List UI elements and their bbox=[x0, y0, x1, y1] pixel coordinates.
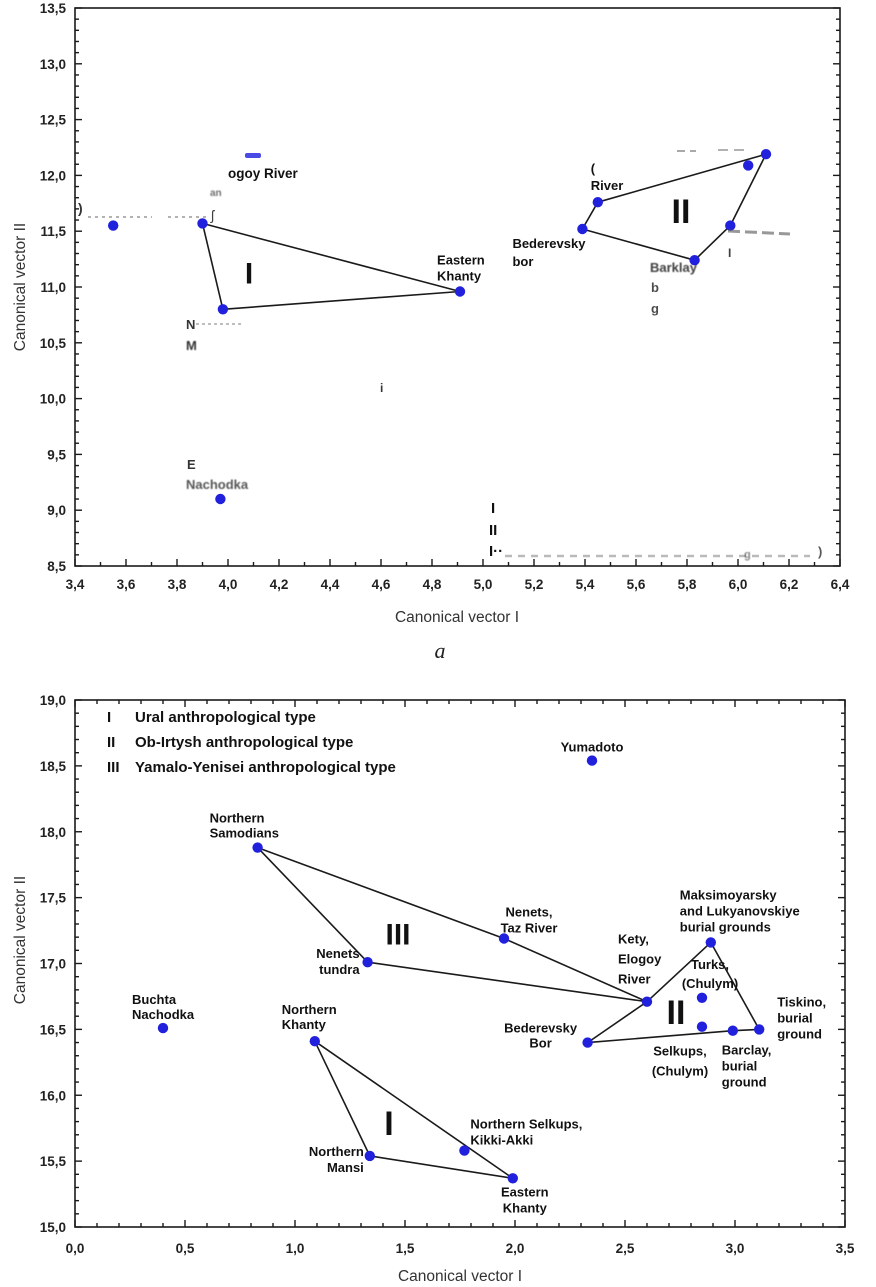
y-tick-label: 13,5 bbox=[39, 1, 66, 16]
cluster-outline-I bbox=[203, 223, 461, 309]
erased-text-fragment-12: Nachodka bbox=[186, 477, 249, 492]
erased-text-fragment-13: I bbox=[491, 500, 496, 517]
point-northern-mansi-erased bbox=[218, 304, 228, 314]
erased-text-fragment-2: ʃ bbox=[211, 207, 215, 223]
point-label-northern-selkups-kikki-akki: Kikki-Akki bbox=[470, 1132, 534, 1148]
erased-text-fragment-11: E bbox=[187, 457, 196, 472]
point-tiskino-burial-ground bbox=[754, 1024, 764, 1034]
erased-text-fragment-14: II bbox=[489, 522, 498, 539]
erased-text-fragment-0: ogoy River bbox=[228, 166, 298, 181]
y-tick-label: 11,0 bbox=[40, 280, 66, 295]
point-turks-chulym bbox=[697, 993, 707, 1003]
x-tick-label: 6,2 bbox=[779, 577, 799, 592]
chart-b bbox=[12, 693, 855, 1285]
point-upper-right-inner bbox=[743, 160, 753, 170]
erased-text-fragment-6: g bbox=[651, 301, 659, 316]
x-tick-label: 4,8 bbox=[422, 577, 442, 592]
erased-text-fragment-8: i bbox=[380, 381, 384, 395]
point-label-northern-samodians: Samodians bbox=[209, 825, 279, 841]
x-tick-label: 4,0 bbox=[218, 577, 238, 592]
erased-text-fragment-9: N bbox=[186, 317, 196, 332]
x-tick-label: 5,6 bbox=[626, 577, 646, 592]
point-label-tiskino-burial-ground: Tiskino, bbox=[777, 994, 827, 1010]
x-tick-label: 6,4 bbox=[830, 577, 850, 592]
point-river-partial-label bbox=[593, 197, 603, 207]
point-label-bederevsky-bor: Bederevsky bbox=[512, 235, 586, 251]
y-tick-label: 15,0 bbox=[39, 1220, 66, 1235]
x-tick-label: 4,6 bbox=[371, 577, 391, 592]
y-tick-label: 9,5 bbox=[47, 447, 66, 463]
point-kety-elogoy-river bbox=[642, 997, 652, 1007]
point-label-kety-elogoy-river: Kety, bbox=[618, 931, 649, 947]
point-label-river-partial-label: ( bbox=[590, 161, 596, 177]
x-tick-label: 3,6 bbox=[116, 577, 136, 592]
x-tick-label: 3,0 bbox=[725, 1241, 745, 1256]
erased-text-fragment-4: Barklay bbox=[650, 260, 697, 275]
region-numeral-I: I bbox=[244, 257, 254, 291]
subfigure-caption-a: a bbox=[434, 638, 446, 663]
x-axis-title: Canonical vector I bbox=[394, 609, 520, 626]
point-label-northern-khanty: Khanty bbox=[281, 1017, 326, 1033]
legend bbox=[107, 709, 396, 776]
point-label-bederevsky-bor: Bor bbox=[529, 1035, 552, 1051]
point-label-maksimoyarsky-lukyanovskiye: and Lukyanovskiye bbox=[679, 903, 800, 919]
point-label-tiskino-burial-ground: ground bbox=[777, 1026, 822, 1042]
y-tick-label: 12,5 bbox=[39, 112, 66, 128]
point-label-bederevsky-bor: Bederevsky bbox=[504, 1020, 578, 1036]
x-tick-label: 3,4 bbox=[65, 577, 85, 592]
point-yumadoto bbox=[587, 755, 597, 765]
y-tick-label: 15,5 bbox=[39, 1154, 66, 1170]
legend-label-I: Ural anthropological type bbox=[135, 709, 316, 726]
point-label-northern-mansi: Northern bbox=[308, 1143, 364, 1159]
point-selkups-chulym bbox=[697, 1021, 707, 1031]
y-tick-label: 18,0 bbox=[39, 824, 66, 840]
erased-text-fragment-7: I bbox=[728, 246, 732, 260]
point-barclay-burial-ground bbox=[728, 1026, 738, 1036]
y-tick-label: 17,0 bbox=[39, 956, 66, 972]
x-tick-label: 5,4 bbox=[575, 577, 595, 592]
point-upper-right-vertex bbox=[761, 149, 771, 159]
y-tick-label: 8,5 bbox=[47, 559, 66, 574]
point-label-nenets-tundra: Nenets bbox=[316, 946, 360, 962]
point-label-nenets-taz-river: Nenets, bbox=[505, 904, 553, 920]
erased-text-fragment-3: an bbox=[210, 188, 222, 199]
point-label-kety-elogoy-river: Elogoy bbox=[618, 951, 662, 967]
erased-smudge-line-6 bbox=[728, 231, 790, 234]
y-tick-label: 16,5 bbox=[39, 1022, 66, 1038]
x-tick-label: 1,5 bbox=[395, 1241, 415, 1256]
point-label-eastern-khanty: Eastern bbox=[437, 252, 485, 268]
erased-text-fragment-16: g bbox=[744, 549, 751, 561]
y-tick-label: 10,5 bbox=[39, 335, 66, 351]
x-tick-label: 0,0 bbox=[65, 1241, 85, 1256]
y-axis-title: Canonical vector II bbox=[12, 222, 29, 352]
point-label-bederevsky-bor: bor bbox=[512, 253, 534, 269]
x-tick-label: 1,0 bbox=[285, 1241, 305, 1256]
point-label-northern-khanty: Northern bbox=[281, 1002, 337, 1018]
legend-numeral-II: II bbox=[107, 734, 116, 751]
erased-text-fragment-15: I·· bbox=[489, 543, 504, 560]
point-label-tiskino-burial-ground: burial bbox=[777, 1010, 813, 1026]
erased-text-fragment-5: b bbox=[651, 280, 659, 295]
point-label-eastern-khanty: Eastern bbox=[500, 1184, 549, 1200]
point-label-turks-chulym: Turks, bbox=[690, 956, 730, 972]
point-eastern-khanty bbox=[455, 286, 465, 296]
y-tick-label: 9,0 bbox=[47, 503, 66, 519]
point-label-buchta-nachodka: Buchta bbox=[132, 992, 177, 1008]
x-axis-title: Canonical vector I bbox=[397, 1268, 523, 1285]
y-tick-label: 16,0 bbox=[39, 1088, 66, 1104]
point-buchta-nachodka bbox=[158, 1023, 168, 1033]
point-label-eastern-khanty: Khanty bbox=[437, 268, 482, 284]
point-label-river-partial-label: River bbox=[590, 178, 624, 194]
point-bederevsky-bor bbox=[577, 224, 587, 234]
x-tick-label: 3,5 bbox=[835, 1241, 855, 1256]
point-label-northern-mansi: Mansi bbox=[326, 1159, 364, 1175]
erased-text-fragment-17: ) bbox=[818, 544, 823, 559]
erased-text-fragment-10: M bbox=[186, 338, 197, 353]
legend-numeral-III: III bbox=[107, 759, 120, 776]
legend-numeral-I: I bbox=[107, 709, 112, 726]
y-tick-label: 13,0 bbox=[39, 56, 66, 72]
y-tick-label: 12,0 bbox=[39, 168, 66, 184]
x-tick-label: 2,5 bbox=[615, 1241, 635, 1256]
point-label-kety-elogoy-river: River bbox=[618, 971, 651, 987]
point-unlabeled-left bbox=[108, 220, 118, 230]
point-label-barclay-burial-ground: ground bbox=[721, 1074, 767, 1090]
point-region-i-top-erased-label bbox=[197, 218, 207, 228]
point-label-turks-chulym: (Chulym) bbox=[681, 975, 739, 991]
region-numeral-II: II bbox=[666, 994, 686, 1032]
point-label-buchta-nachodka: Nachodka bbox=[132, 1007, 195, 1023]
point-label-barclay-burial-ground: burial bbox=[721, 1058, 758, 1074]
x-tick-label: 4,4 bbox=[320, 577, 340, 592]
x-tick-label: 0,5 bbox=[175, 1241, 195, 1256]
x-tick-label: 2,0 bbox=[505, 1241, 525, 1256]
erased-text-fragment-1: ) bbox=[78, 200, 83, 216]
y-tick-label: 10,0 bbox=[39, 391, 66, 407]
x-tick-label: 5,0 bbox=[473, 577, 493, 592]
point-label-northern-samodians: Northern bbox=[209, 810, 265, 826]
point-eastern-khanty bbox=[508, 1173, 518, 1183]
point-northern-selkups-kikki-akki bbox=[459, 1145, 469, 1155]
point-label-northern-selkups-kikki-akki: Northern Selkups, bbox=[470, 1116, 583, 1132]
region-numeral-II: II bbox=[671, 193, 691, 231]
point-northern-khanty bbox=[310, 1036, 320, 1046]
legend-label-III: Yamalo-Yenisei anthropological type bbox=[135, 759, 396, 776]
y-tick-label: 19,0 bbox=[39, 693, 66, 708]
chart-a bbox=[12, 1, 850, 626]
region-numeral-I: I bbox=[384, 1105, 394, 1143]
point-label-maksimoyarsky-lukyanovskiye: Maksimoyarsky bbox=[679, 887, 777, 903]
y-tick-label: 18,5 bbox=[39, 758, 66, 774]
y-tick-label: 17,5 bbox=[39, 890, 66, 906]
erased-blue-mark-0 bbox=[245, 153, 261, 158]
y-axis-title: Canonical vector II bbox=[12, 875, 29, 1005]
point-label-eastern-khanty: Khanty bbox=[502, 1200, 547, 1216]
x-tick-label: 6,0 bbox=[728, 577, 748, 592]
point-label-barclay-burial-ground: Barclay, bbox=[721, 1042, 772, 1058]
point-bederevsky-bor bbox=[582, 1037, 592, 1047]
cluster-outline-III bbox=[258, 848, 647, 1002]
point-label-nenets-tundra: tundra bbox=[319, 962, 360, 978]
x-tick-label: 3,8 bbox=[167, 577, 187, 592]
point-nenets-tundra bbox=[362, 957, 372, 967]
point-right-mid bbox=[725, 220, 735, 230]
point-label-yumadoto: Yumadoto bbox=[560, 739, 624, 755]
region-numeral-III: III bbox=[385, 918, 411, 952]
point-label-nenets-taz-river: Taz River bbox=[500, 920, 558, 936]
point-buchta-nachodka-erased bbox=[215, 494, 225, 504]
point-label-maksimoyarsky-lukyanovskiye: burial grounds bbox=[679, 919, 771, 935]
point-northern-mansi bbox=[365, 1151, 375, 1161]
x-tick-label: 5,2 bbox=[524, 577, 544, 592]
legend-label-II: Ob-Irtysh anthropological type bbox=[135, 734, 354, 751]
point-maksimoyarsky-lukyanovskiye bbox=[706, 937, 716, 947]
x-tick-label: 5,8 bbox=[677, 577, 697, 592]
point-label-selkups-chulym: Selkups, bbox=[653, 1043, 707, 1059]
point-label-selkups-chulym: (Chulym) bbox=[651, 1063, 709, 1079]
y-tick-label: 11,5 bbox=[40, 224, 66, 240]
point-northern-samodians bbox=[252, 842, 262, 852]
x-tick-label: 4,2 bbox=[269, 577, 289, 592]
